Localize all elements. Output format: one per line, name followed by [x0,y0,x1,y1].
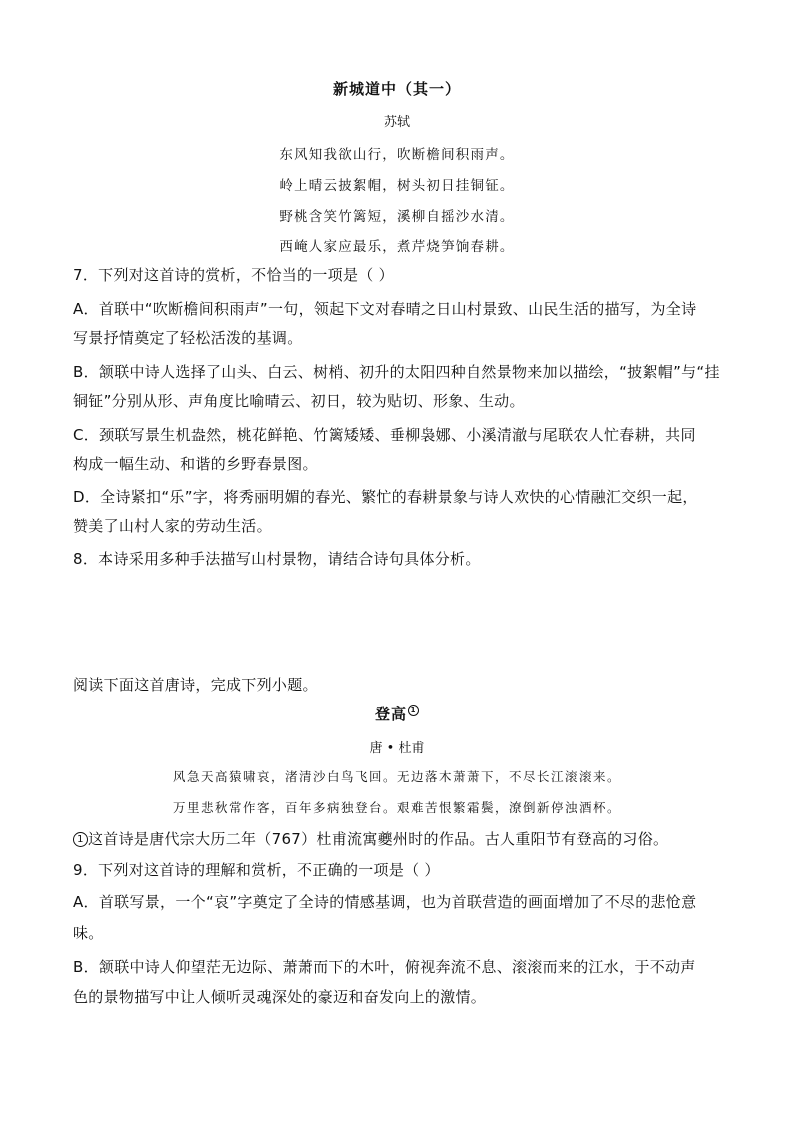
question-7-option-d: D．全诗紧扣“乐”字，将秀丽明媚的春光、繁忙的春耕景象与诗人欢快的心情融汇交织一起， [73,488,698,506]
question-9-option-a-cont: 味。 [73,924,104,942]
poem2-footnote [73,828,668,849]
section-intro: 阅读下面这首唐诗，完成下列小题。 [73,676,318,694]
footnote-number: 1 [73,832,88,847]
poem2-author: 唐 • 杜甫 [369,741,425,756]
poem2-title-text: 登高 [374,705,407,723]
poem1-line: 野桃含笑竹篱短，溪柳自摇沙水清。 [279,209,515,225]
question-9-option-a: A．首联写景，一个“哀”字奠定了全诗的情感基调，也为首联营造的画面增加了不尽的悲怆意 [73,893,697,911]
question-9-option-b: B．颔联中诗人仰望茫无边际、萧萧而下的木叶，俯视奔流不息、滚滚而来的江水，于不动声 [73,958,696,976]
question-7-option-a: A．首联中“吹断檐间积雨声”一句，领起下文对春晴之日山村景致、山民生活的描写，为全诗 [73,300,697,318]
footnote-text: 这首诗是唐代宗大历二年（767）杜甫流寓夔州时的作品。古人重阳节有登高的习俗。 [88,830,669,848]
poem2-title [0,703,794,724]
poem1-title: 新城道中（其一） [332,80,461,98]
question-7-option-c-cont: 构成一幅生动、和谐的乡野春景图。 [73,455,318,473]
question-8-stem: 8．本诗采用多种手法描写山村景物，请结合诗句具体分析。 [73,550,481,568]
question-7-option-c: C．颈联写景生机盎然，桃花鲜艳、竹篱矮矮、垂柳袅娜、小溪清澈与尾联农人忙春耕，共同 [73,426,696,444]
footnote-marker: 1 [408,705,419,716]
poem2-line: 万里悲秋常作客，百年多病独登台。艰难苦恨繁霜鬓，潦倒新停浊酒杯。 [172,800,621,815]
poem1-author: 苏轼 [383,115,410,130]
question-7-option-d-cont: 赞美了山村人家的劳动生活。 [73,517,272,535]
poem2-line: 风急天高猿啸哀，渚清沙白鸟飞回。无边落木萧萧下，不尽长江滚滚来。 [172,769,621,784]
question-9-option-b-cont: 色的景物描写中让人倾听灵魂深处的豪迈和奋发向上的激情。 [73,988,487,1006]
question-7-option-a-cont: 写景抒情奠定了轻松活泼的基调。 [73,329,303,347]
question-7-stem: 7．下列对这首诗的赏析，不恰当的一项是（ ） [73,266,394,284]
question-7-option-b-cont: 铜钲”分别从形、声角度比喻晴云、初日，较为贴切、形象、生动。 [73,392,525,410]
poem1-line: 岭上晴云披絮帽，树头初日挂铜钲。 [279,178,515,194]
question-7-option-b: B．颔联中诗人选择了山头、白云、树梢、初升的太阳四种自然景物来加以描绘，“披絮帽”与“挂 [73,363,720,381]
question-9-stem: 9．下列对这首诗的理解和赏析，不正确的一项是（ ） [73,861,440,879]
poem1-line: 西崦人家应最乐，煮芹烧笋饷春耕。 [279,239,515,255]
poem1-line: 东风知我欲山行，吹断檐间积雨声。 [279,147,515,163]
